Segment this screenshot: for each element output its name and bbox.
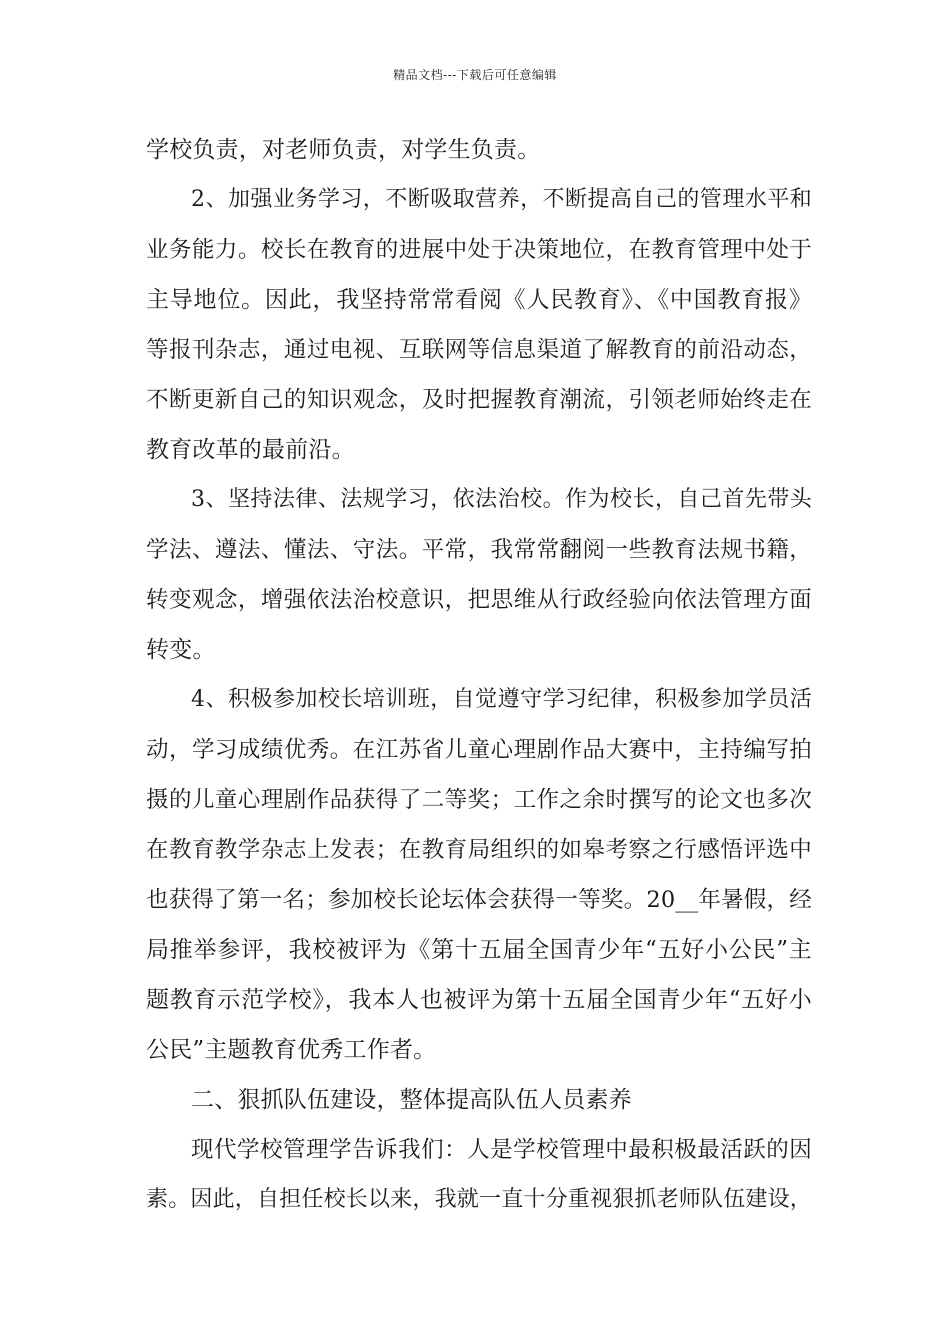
paragraph-line: 学法、遵法、懂法、守法。平常，我常常翻阅一些教育法规书籍， [146, 537, 812, 563]
paragraph-line: 业务能力。校长在教育的进展中处于决策地位，在教育管理中处于 [146, 237, 812, 263]
paragraph-line: 素。因此，自担任校长以来，我就一直十分重视狠抓老师队伍建设， [146, 1187, 813, 1212]
paragraph-line: 等报刊杂志，通过电视、互联网等信息渠道了解教育的前沿动态， [146, 337, 812, 363]
document-body [146, 125, 812, 1225]
paragraph-line: 学校负责，对老师负责，对学生负责。 [146, 137, 541, 163]
paragraph-line: 3、坚持法律、法规学习，依法治校。作为校长，自己首先带头 [191, 487, 812, 512]
paragraph-line: 局推举参评，我校被评为《第十五届全国青少年“五好小公民”主 [146, 937, 812, 963]
paragraph-line: 在教育教学杂志上发表；在教育局组织的如皋考察之行感悟评选中 [146, 837, 812, 863]
paragraph-line: 题教育示范学校》，我本人也被评为第十五届全国青少年“五好小 [146, 987, 812, 1013]
paragraph-line: 也获得了第一名；参加校长论坛体会获得一等奖。20__年暑假，经 [146, 887, 812, 913]
paragraph-line: 2、加强业务学习，不断吸取营养，不断提高自己的管理水平和 [191, 187, 812, 212]
paragraph-line: 不断更新自己的知识观念，及时把握教育潮流，引领老师始终走在 [146, 387, 812, 413]
paragraph-line: 公民”主题教育优秀工作者。 [146, 1037, 437, 1063]
paragraph-line: 4、积极参加校长培训班，自觉遵守学习纪律，积极参加学员活 [191, 687, 812, 712]
paragraph-line: 教育改革的最前沿。 [146, 437, 355, 463]
paragraph-line: 摄的儿童心理剧作品获得了二等奖；工作之余时撰写的论文也多次 [146, 787, 812, 813]
paragraph-line: 转变。 [146, 637, 216, 663]
page-header: 精品文档---下载后可任意编辑 [393, 68, 557, 82]
paragraph-line: 现代学校管理学告诉我们：人是学校管理中最积极最活跃的因 [191, 1137, 812, 1163]
paragraph-line: 动，学习成绩优秀。在江苏省儿童心理剧作品大赛中，主持编写拍 [146, 737, 812, 763]
paragraph-line: 转变观念，增强依法治校意识，把思维从行政经验向依法管理方面 [146, 587, 812, 613]
section-heading: 二、狠抓队伍建设，整体提高队伍人员素养 [191, 1087, 632, 1113]
paragraph-line: 主导地位。因此，我坚持常常看阅《人民教育》、《中国教育报》 [146, 287, 812, 313]
